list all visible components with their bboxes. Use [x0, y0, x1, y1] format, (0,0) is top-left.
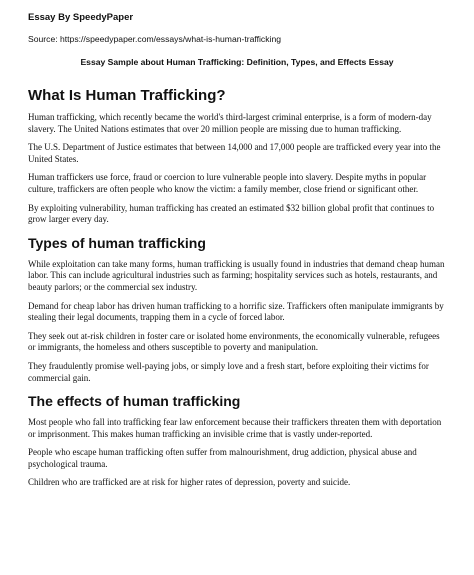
- paragraph: The U.S. Department of Justice estimates that between 14,000 and 17,000 people are trafficked every year into the United States.: [28, 142, 441, 164]
- paragraph: Human trafficking, which recently became the world's third-largest criminal enterprise, is a form of modern-day slavery. The United Nations estimates that over 20 million people are missing due to human trafficking.: [28, 112, 432, 134]
- section-what-is: [28, 87, 446, 226]
- paragraph: Human traffickers use force, fraud or coercion to lure vulnerable people into slavery. Despite myths in popular culture, traffickers are often people who know the victim: a family member, close friend or significant other.: [28, 172, 427, 194]
- paragraph: By exploiting vulnerability, human trafficking has created an estimated $32 billion global profit that continues to grow larger every day.: [28, 202, 435, 225]
- paragraph: They fraudulently promise well-paying jobs, or simply love and a fresh start, before exploiting their victims for commercial gain.: [28, 360, 429, 383]
- source-line: Source: https://speedypaper.com/essays/what-is-human-trafficking: [28, 34, 281, 44]
- paragraph: Children who are trafficked are at risk for higher rates of depression, poverty and suicide.: [28, 477, 351, 488]
- section-heading: The effects of human trafficking: [28, 393, 241, 410]
- section-heading: What Is Human Trafficking?: [28, 87, 226, 104]
- essay-title: Essay Sample about Human Trafficking: Definition, Types, and Effects Essay: [80, 57, 394, 67]
- paragraph: Demand for cheap labor has driven human trafficking to a horrific size. Traffickers often manipulate immigrants by stealing their legal documents, trapping them in a cycle of forced labor.: [28, 300, 444, 323]
- section-types: [28, 235, 446, 384]
- brand-line: Essay By SpeedyPaper: [28, 12, 134, 23]
- section-heading: Types of human trafficking: [28, 234, 206, 251]
- paragraph: Most people who fall into trafficking fear law enforcement because their traffickers threaten them with deportation or imprisonment. This makes human trafficking an invisible crime that is vastly under-reported.: [28, 417, 442, 439]
- paragraph: While exploitation can take many forms, human trafficking is usually found in industries that demand cheap human labor. This can include agricultural industries such as farming; hospitality services such as hotels, restaurants, and beauty parlors; or the commercial sex industry.: [28, 258, 445, 292]
- paragraph: People who escape human trafficking often suffer from malnourishment, drug addiction, physical abuse and psychological trauma.: [28, 447, 417, 469]
- section-effects: [28, 393, 446, 489]
- paragraph: They seek out at-risk children in foster care or isolated home environments, the economically vulnerable, refugees or immigrants, the homeless and others susceptible to poverty and manipulation.: [28, 330, 440, 353]
